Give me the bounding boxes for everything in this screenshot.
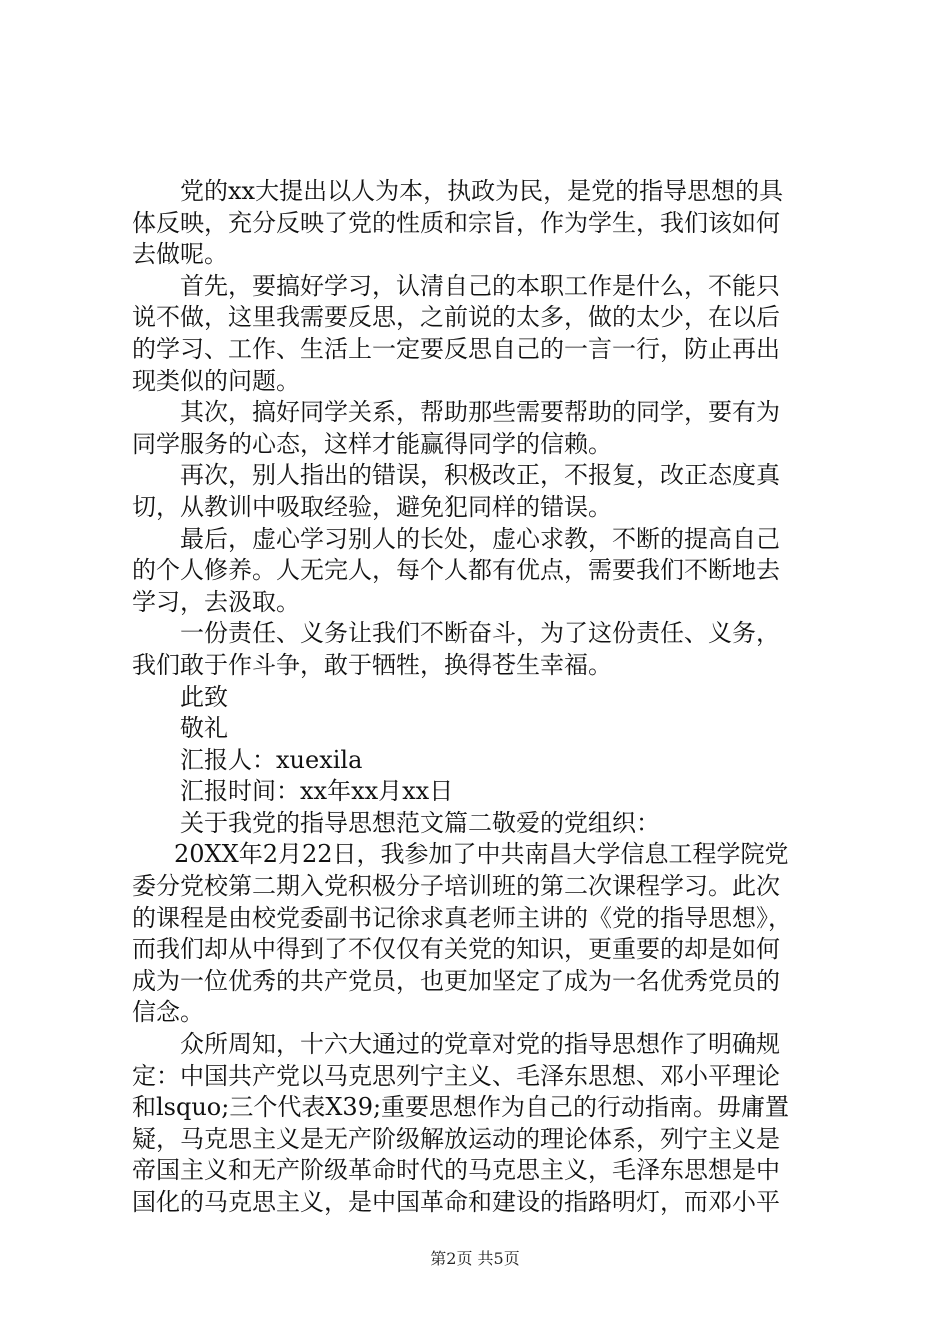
text-line: 首先，要搞好学习，认清自己的本职工作是什么，不能只 bbox=[180, 271, 780, 300]
report-date-line: 汇报时间：xx年xx月xx日 bbox=[180, 777, 454, 806]
text-line: 说不做，这里我需要反思，之前说的太多，做的太少，在以后 bbox=[132, 303, 780, 332]
text-line: 体反映，充分反映了党的性质和宗旨，作为学生，我们该如何 bbox=[132, 208, 780, 237]
document-body bbox=[132, 176, 832, 1219]
text-line: 而我们却从中得到了不仅仅有关党的知识，更重要的却是如何 bbox=[132, 935, 780, 964]
text-line: 20XX年2月22日，我参加了中共南昌大学信息工程学院党 bbox=[174, 840, 789, 869]
text-line: 国化的马克思主义，是中国革命和建设的指路明灯，而邓小平 bbox=[132, 1188, 780, 1216]
text-line: 最后，虚心学习别人的长处，虚心求教，不断的提高自己 bbox=[180, 524, 780, 553]
text-line: 委分党校第二期入党积极分子培训班的第二次课程学习。此次 bbox=[132, 872, 780, 901]
text-line: 去做呢。 bbox=[132, 240, 228, 269]
text-line: 我们敢于作斗争，敢于牺牲，换得苍生幸福。 bbox=[132, 650, 612, 679]
text-line: 帝国主义和无产阶级革命时代的马克思主义，毛泽东思想是中 bbox=[132, 1156, 780, 1185]
closing-regards: 敬礼 bbox=[180, 714, 228, 743]
text-line: 党的xx大提出以人为本，执政为民，是党的指导思想的具 bbox=[180, 177, 784, 205]
text-line: 现类似的问题。 bbox=[132, 366, 300, 395]
text-line: 信念。 bbox=[132, 998, 204, 1027]
closing-salutation: 此致 bbox=[180, 682, 228, 711]
text-line: 一份责任、义务让我们不断奋斗，为了这份责任、义务， bbox=[180, 619, 780, 648]
text-line: 成为一位优秀的共产党员，也更加坚定了成为一名优秀党员的 bbox=[132, 966, 780, 995]
text-line: 其次，搞好同学关系，帮助那些需要帮助的同学，要有为 bbox=[180, 398, 780, 427]
text-line: 众所周知，十六大通过的党章对党的指导思想作了明确规 bbox=[180, 1030, 780, 1059]
page-number-footer: 第2页 共5页 bbox=[430, 1249, 520, 1268]
text-line: 的个人修养。人无完人，每个人都有优点，需要我们不断地去 bbox=[132, 556, 780, 585]
text-line: 同学服务的心态，这样才能赢得同学的信赖。 bbox=[132, 429, 612, 458]
section-heading: 关于我党的指导思想范文篇二敬爱的党组织： bbox=[180, 808, 660, 837]
text-line: 的学习、工作、生活上一定要反思自己的一言一行，防止再出 bbox=[132, 334, 780, 363]
text-line: 和lsquo;三个代表X39;重要思想作为自己的行动指南。毋庸置 bbox=[132, 1093, 790, 1122]
text-line: 的课程是由校党委副书记徐求真老师主讲的《党的指导思想》， bbox=[132, 903, 792, 932]
text-line: 切，从教训中吸取经验，避免犯同样的错误。 bbox=[132, 492, 612, 521]
reporter-line: 汇报人：xuexila bbox=[180, 745, 363, 774]
text-line: 疑，马克思主义是无产阶级解放运动的理论体系，列宁主义是 bbox=[132, 1124, 780, 1153]
text-line: 再次，别人指出的错误，积极改正，不报复，改正态度真 bbox=[180, 461, 780, 490]
text-line: 定：中国共产党以马克思列宁主义、毛泽东思想、邓小平理论 bbox=[132, 1061, 780, 1090]
text-line: 学习，去汲取。 bbox=[132, 587, 300, 616]
